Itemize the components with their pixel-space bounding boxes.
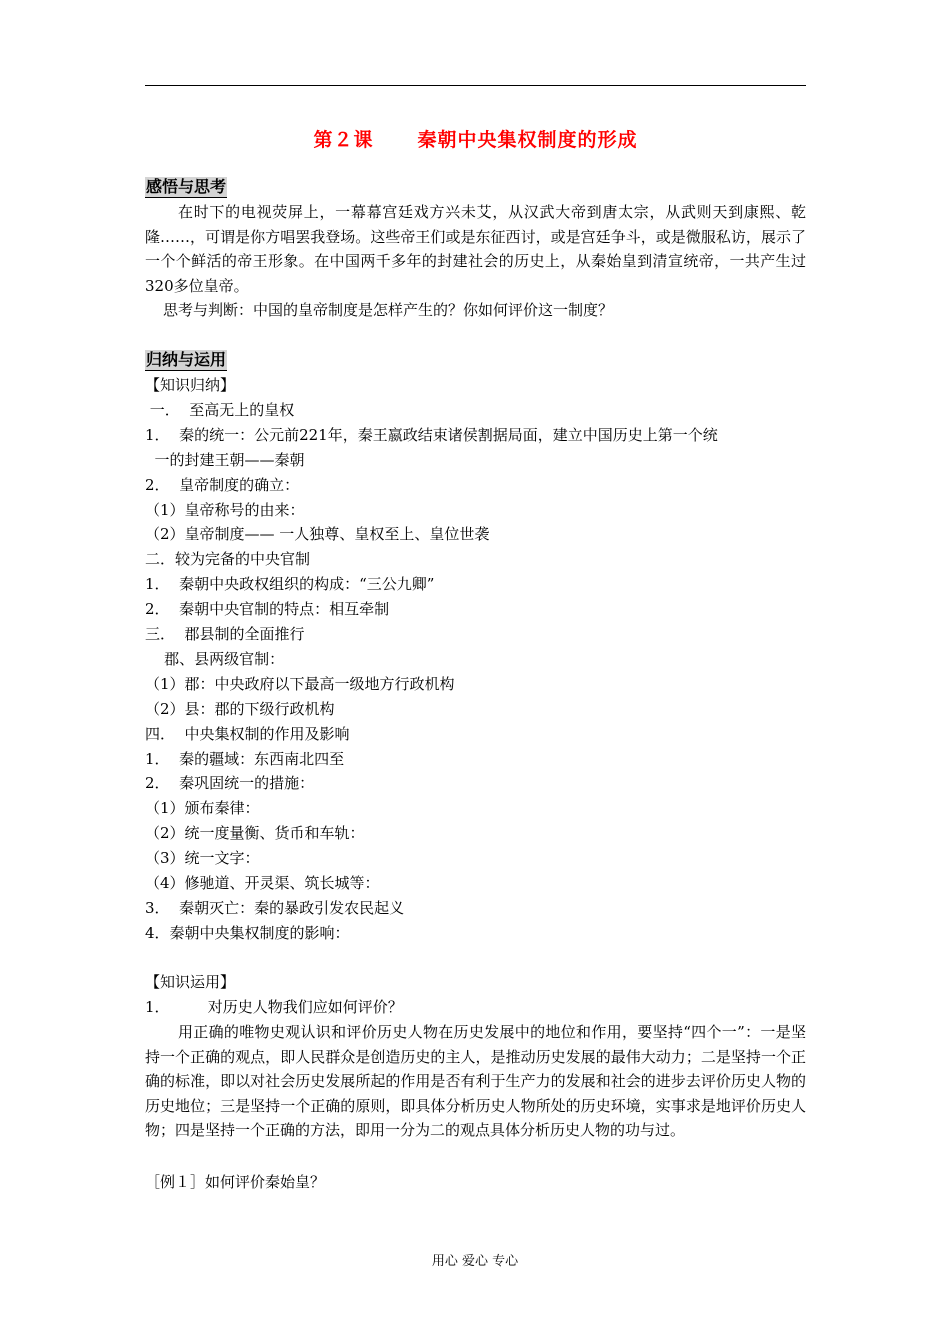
summary-line: （4）修驰道、开灵渠、筑长城等： — [145, 874, 380, 892]
header-rule — [145, 85, 806, 86]
example-1: ［例１］如何评价秦始皇？ — [145, 1173, 326, 1191]
summary-line: （1）皇帝称号的由来： — [145, 500, 305, 519]
summary-line: 4．秦朝中央集权制度的影响： — [145, 923, 350, 942]
lesson-name: 秦朝中央集权制度的形成 — [417, 129, 638, 151]
summary-line: 【知识归纳】 — [145, 376, 236, 394]
apply-question-1: 1． 对历史人物我们应如何评价？ — [145, 998, 403, 1016]
intro-text — [145, 200, 806, 323]
apply-answer-block — [145, 1020, 806, 1143]
summary-line: 2． 秦朝中央官制的特点：相互牵制 — [145, 600, 390, 619]
summary-line: 一的封建王朝——秦朝 — [145, 450, 305, 469]
summary-line: 二．较为完备的中央官制 — [145, 550, 311, 569]
summary-line: （3）统一文字： — [145, 849, 260, 868]
summary-line: 1． 秦朝中央政权组织的构成：“三公九卿” — [145, 575, 435, 594]
footer-text: 用心 爱心 专心 — [431, 1254, 519, 1269]
apply-answer: 用正确的唯物史观认识和评价历史人物在历史发展中的地位和作用，要坚持“四个一”：一是坚持一个正确的观点，即人民群众是创造历史的主人，是推动历史发展的最伟大动力；二是坚持一个正确的标准，即以对社会历史发展所起的作用是否有利于生产力的发展和社会的进步去评价历史人物的历史地位；三是坚持一个正确的原则，即具体分析历史人物所处的历史环境，实事求是地评价历史人物；四是坚持一个正确的方法，即用一分为二的观点具体分析历史人物的功与过。 — [145, 1023, 806, 1140]
summary-line: 四． 中央集权制的作用及影响 — [145, 724, 350, 743]
intro-paragraph: 在时下的电视荧屏上，一幕幕宫廷戏方兴未艾，从汉武大帝到唐太宗，从武则天到康熙、乾隆……，可谓是你方唱罢我登场。这些帝王们或是东征西讨，或是宫廷争斗，或是微服私访，展示了一个个鲜活的帝王形象。在中国两千多年的封建社会的历史上，从秦始皇到清宣统帝，一共产生过320多位皇帝。 — [145, 203, 806, 295]
summary-line: 郡、县两级官制： — [145, 649, 285, 668]
knowledge-apply-label: 【知识运用】 — [145, 973, 236, 991]
lesson-number: 第２课 — [313, 129, 374, 151]
page-title — [145, 125, 806, 152]
summary-line: 3． 秦朝灭亡：秦的暴政引发农民起义 — [145, 898, 405, 917]
summary-line: 2． 皇帝制度的确立： — [145, 475, 300, 494]
summary-line: 2． 秦巩固统一的措施： — [145, 774, 315, 793]
summary-line: 一． 至高无上的皇权 — [145, 400, 295, 419]
summary-line: （2）统一度量衡、货币和车轨： — [145, 824, 365, 843]
section-heading-summary: 归纳与运用 — [146, 350, 227, 369]
summary-line: （2）皇帝制度—— 一人独尊、皇权至上、皇位世袭 — [145, 525, 490, 544]
summary-line: 1． 秦的统一：公元前221年，秦王嬴政结束诸侯割据局面，建立中国历史上第一个统 — [145, 425, 718, 444]
summary-line: 1． 秦的疆域：东西南北四至 — [145, 749, 345, 768]
summary-line: 三． 郡县制的全面推行 — [145, 625, 305, 643]
summary-line: （1）颁布秦律： — [145, 799, 260, 818]
summary-line: （1）郡：中央政府以下最高一级地方行政机构 — [145, 674, 455, 693]
think-question: 思考与判断：中国的皇帝制度是怎样产生的？你如何评价这一制度？ — [163, 301, 614, 320]
section-heading-reflection: 感悟与思考 — [146, 177, 227, 196]
summary-line: （2）县：郡的下级行政机构 — [145, 699, 335, 718]
